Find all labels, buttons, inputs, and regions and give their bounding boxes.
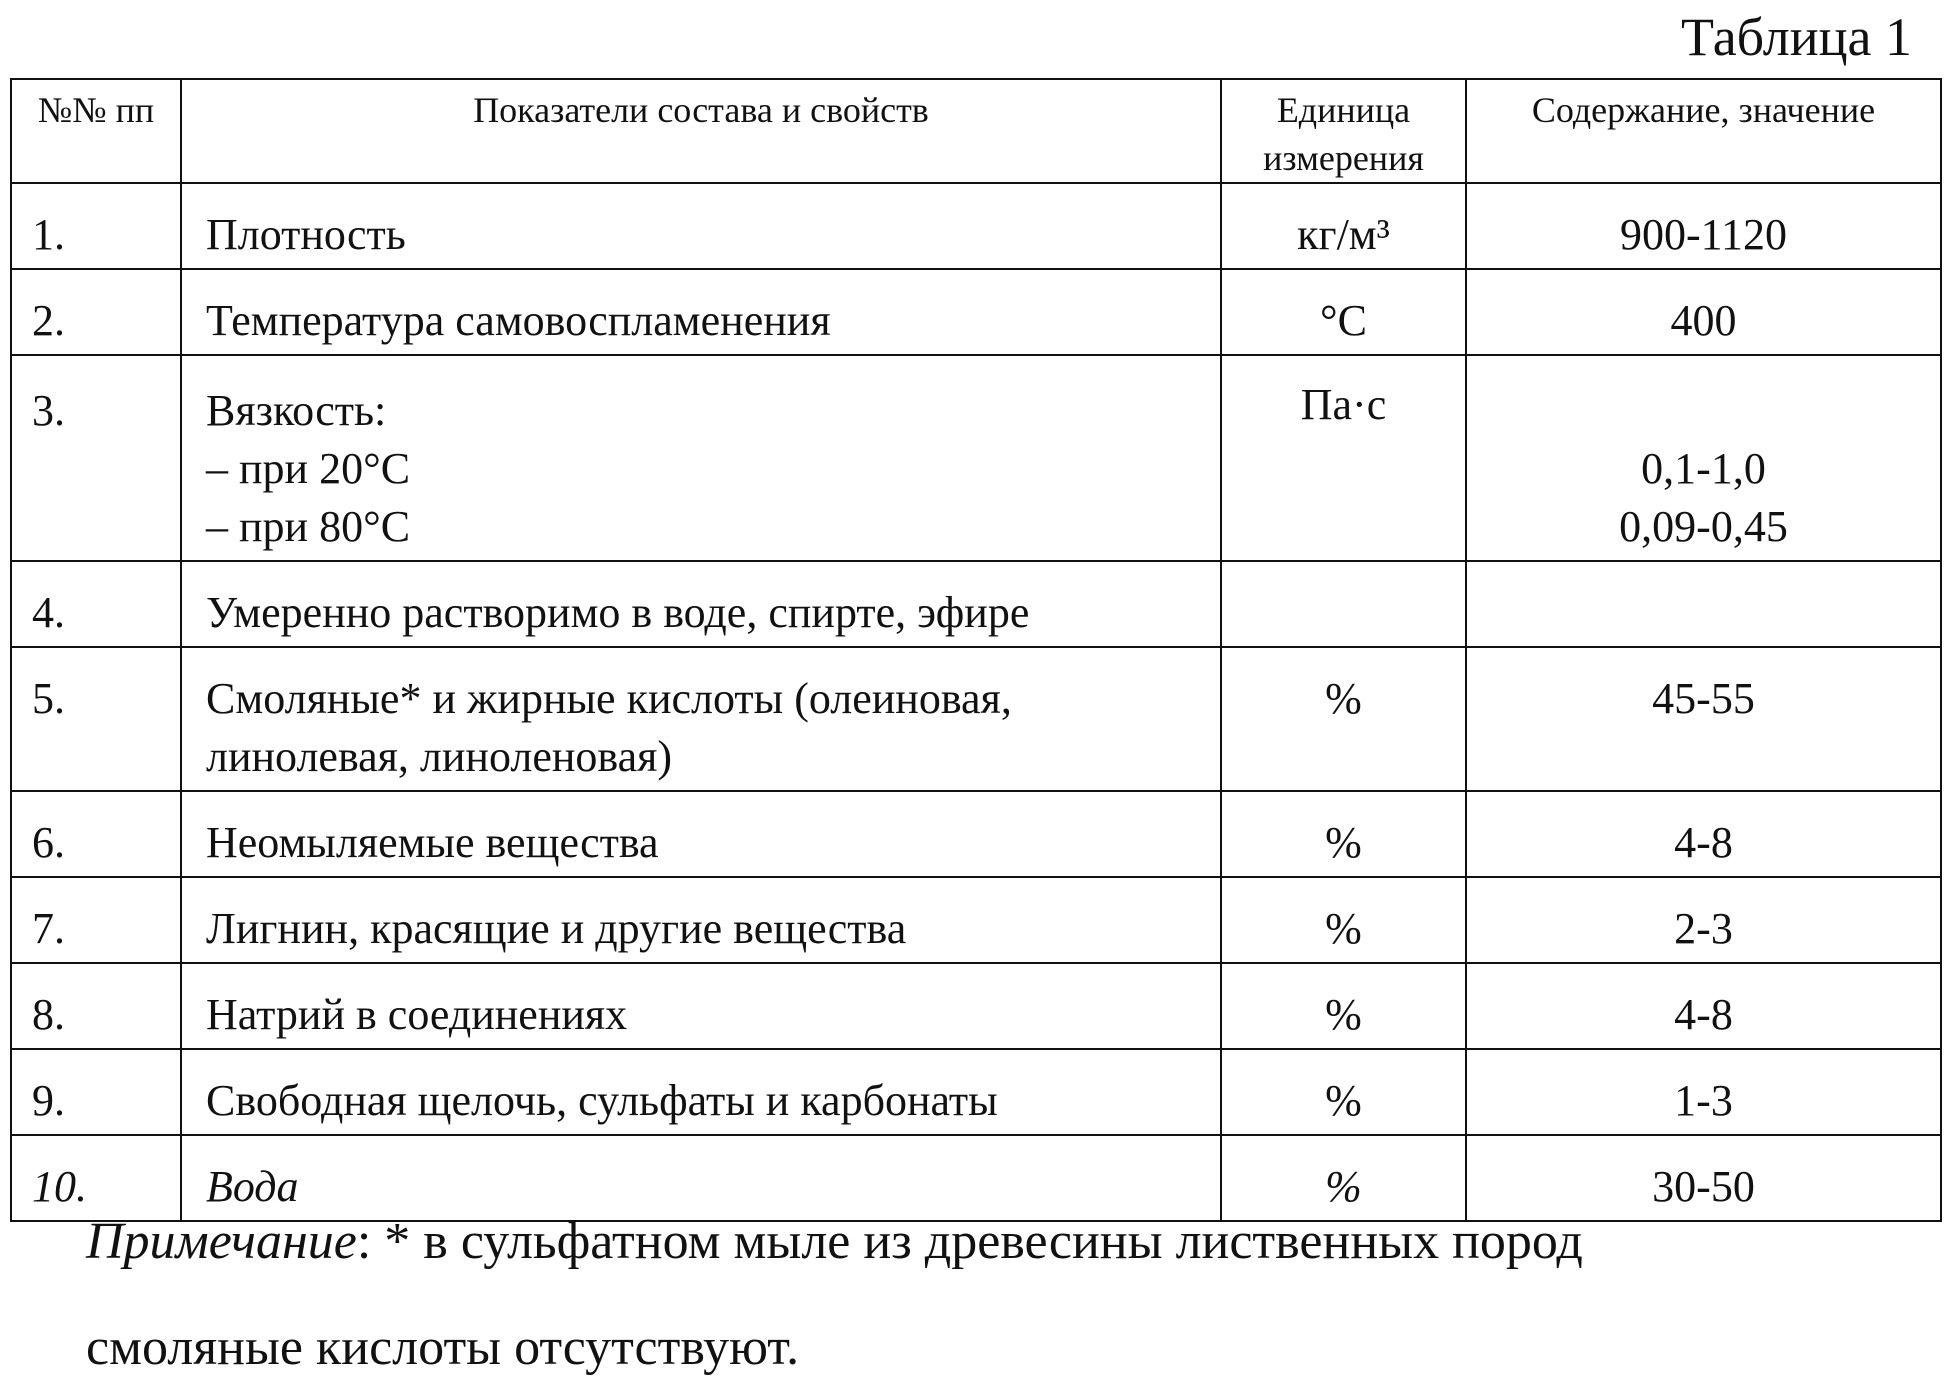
header-prop: Показатели состава и свойств xyxy=(181,79,1221,183)
header-value: Содержание, значение xyxy=(1466,79,1941,183)
prop-viscosity-80: – при 80°С xyxy=(206,502,411,551)
prop-viscosity-20: – при 20°С xyxy=(206,444,411,493)
table-row: 2. Температура самовоспламенения °С 400 xyxy=(11,269,1941,355)
table-caption: Таблица 1 xyxy=(1681,7,1912,67)
value-viscosity-80: 0,09-0,45 xyxy=(1619,502,1788,551)
value-viscosity-20: 0,1-1,0 xyxy=(1641,444,1766,493)
table-header-row xyxy=(11,79,1941,183)
table-row: 3. Вязкость: – при 20°С – при 80°С Па·с 0,1-1,0 0,09-0,45 xyxy=(11,355,1941,561)
table-row: 9. Свободная щелочь, сульфаты и карбонаты % 1-3 xyxy=(11,1049,1941,1135)
properties-table xyxy=(10,78,1942,1222)
table-row: 6. Неомыляемые вещества % 4-8 xyxy=(11,791,1941,877)
table-row: 8. Натрий в соединениях % 4-8 xyxy=(11,963,1941,1049)
note-text: : * в сульфатном мыле из древесины лиственных пород xyxy=(356,1213,1583,1270)
header-unit: Единица измерения xyxy=(1221,79,1466,183)
table-row: 1. Плотность кг/м³ 900-1120 xyxy=(11,183,1941,269)
table-row: 5. Смоляные* и жирные кислоты (олеиновая, линолевая, линоленовая) % 45-55 xyxy=(11,647,1941,791)
note-label: Примечание xyxy=(86,1213,357,1270)
table-row: 7. Лигнин, красящие и другие вещества % 2-3 xyxy=(11,877,1941,963)
table-row: 4. Умеренно растворимо в воде, спирте, эфире xyxy=(11,561,1941,647)
table-row: 10. Вода % 30-50 xyxy=(11,1135,1941,1221)
table-note-continued: смоляные кислоты отсутствуют. xyxy=(86,1319,800,1376)
table-note xyxy=(86,1212,1583,1271)
prop-viscosity: Вязкость: xyxy=(206,386,387,435)
header-num: №№ пп xyxy=(11,79,181,183)
